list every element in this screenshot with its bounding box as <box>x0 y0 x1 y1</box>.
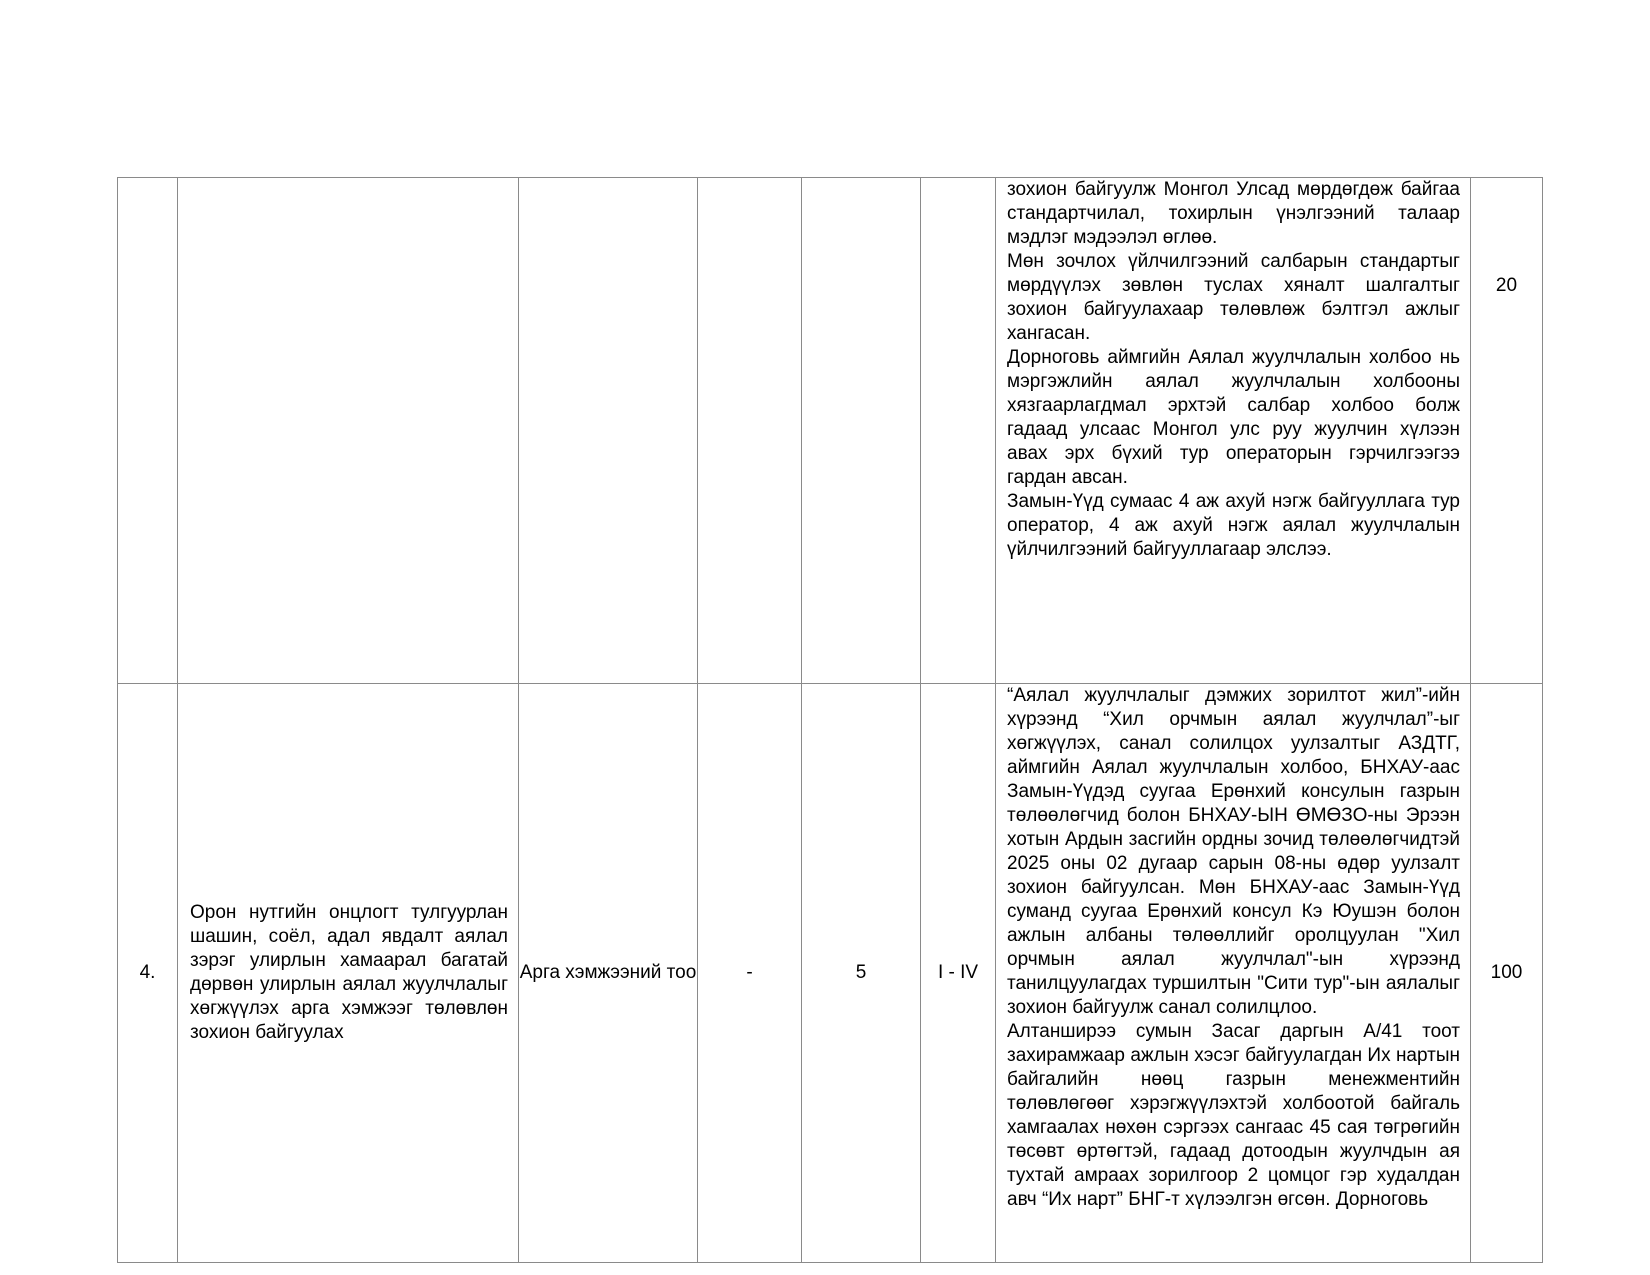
baseline-cell: - <box>698 684 802 1263</box>
measure-cell: Орон нутгийн онцлогт тулгуурлан шашин, соёл, адал явдалт аялал зэрэг улирлын хамаарал багатай дөрвөн улирлын аялал жуулчлалыг хөгжүүлэх арга хэмжээг төлөвлөн зохион байгуулах <box>178 684 519 1263</box>
progress-paragraph: Дорноговь аймгийн Аялал жуулчлалын холбоо нь мэргэжлийн аялал жуулчлалын холбооны хязгаарлагдмал эрхтэй салбар холбоо болж гадаад улсаас Монгол улс руу жуулчин хүлээн авах эрх бүхий тур операторын гэрчилгээгээ гардан авсан. <box>1007 347 1460 488</box>
number-cell: 4. <box>118 684 178 1263</box>
progress-paragraph: “Аялал жуулчлалыг дэмжих зорилтот жил”-ийн хүрээнд “Хил орчмын аялал жуулчлал”-ыг хөгжүүлэх, санал солилцох уулзалтыг АЗДТГ, аймгийн Аялал жуулчлалын холбоо, БНХАУ-аас Замын-Үүдэд суугаа Ерөнхий консулын газрын төлөөлөгчид болон БНХАУ-ЫН ӨМӨЗО-ны Эрээн хотын Ардын засгийн ордны зочид төлөөлөгчидтэй 2025 оны 02 дугаар сарын 08-ны өдөр уулзалт зохион байгуулсан. Мөн БНХАУ-аас Замын-Үүд суманд суугаа Ерөнхий консул Кэ Юушэн болон ажлын албаны төлөөллийг оролцуулан "Хил орчмын аялал жуулчлал"-ын хүрээнд танилцуулагдах туршилтын "Сити тур"-ын аялалыг зохион байгуулж санал солилцлоо. <box>1007 685 1460 1018</box>
score-cell: 100 <box>1471 684 1543 1263</box>
baseline-cell <box>698 178 802 684</box>
progress-paragraph: Мөн зочлох үйлчилгээний салбарын стандартыг мөрдүүлэх зөвлөн туслах хяналт шалгалтыг зохион байгуулахаар төлөвлөж бэлтгэл ажлыг хангасан. <box>1007 251 1460 344</box>
progress-paragraph: Замын-Үүд сумаас 4 аж ахуй нэгж байгууллага тур оператор, 4 аж ахуй нэгж аялал жуулчлалын үйлчилгээний байгууллагаар элслээ. <box>1007 491 1460 560</box>
progress-paragraph: зохион байгуулж Монгол Улсад мөрдөгдөж байгаа стандартчилал, тохирлын үнэлгээний талаар мэдлэг мэдээлэл өглөө. <box>1007 179 1460 248</box>
score-cell: 20 <box>1471 178 1543 684</box>
number-cell <box>118 178 178 684</box>
indicator-cell: Арга хэмжээний тоо <box>519 684 698 1263</box>
period-cell <box>921 178 996 684</box>
period-cell: I - IV <box>921 684 996 1263</box>
measure-cell <box>178 178 519 684</box>
progress-content <box>1007 684 1460 1262</box>
progress-cell <box>996 684 1471 1263</box>
table-row <box>118 178 1543 684</box>
indicator-cell <box>519 178 698 684</box>
report-table <box>117 177 1543 1263</box>
progress-paragraph: Алтанширээ сумын Засаг даргын А/41 тоот захирамжаар ажлын хэсэг байгуулагдан Их нартын байгалийн нөөц газрын менежментийн төлөвлөгөөг хэрэгжүүлэхтэй холбоотой байгаль хамгаалах нөхөн сэргээх сангаас 45 сая төгрөгийн төсөвт өртөгтэй, гадаад дотоодын жуулчдын ая тухтай амраах зорилгоор 2 цомцог гэр худалдан авч “Их нарт” БНГ-т хүлээлгэн өгсөн. Дорноговь <box>1007 1021 1460 1210</box>
table-row <box>118 684 1543 1263</box>
progress-cell <box>996 178 1471 684</box>
target-cell: 5 <box>802 684 921 1263</box>
target-cell <box>802 178 921 684</box>
